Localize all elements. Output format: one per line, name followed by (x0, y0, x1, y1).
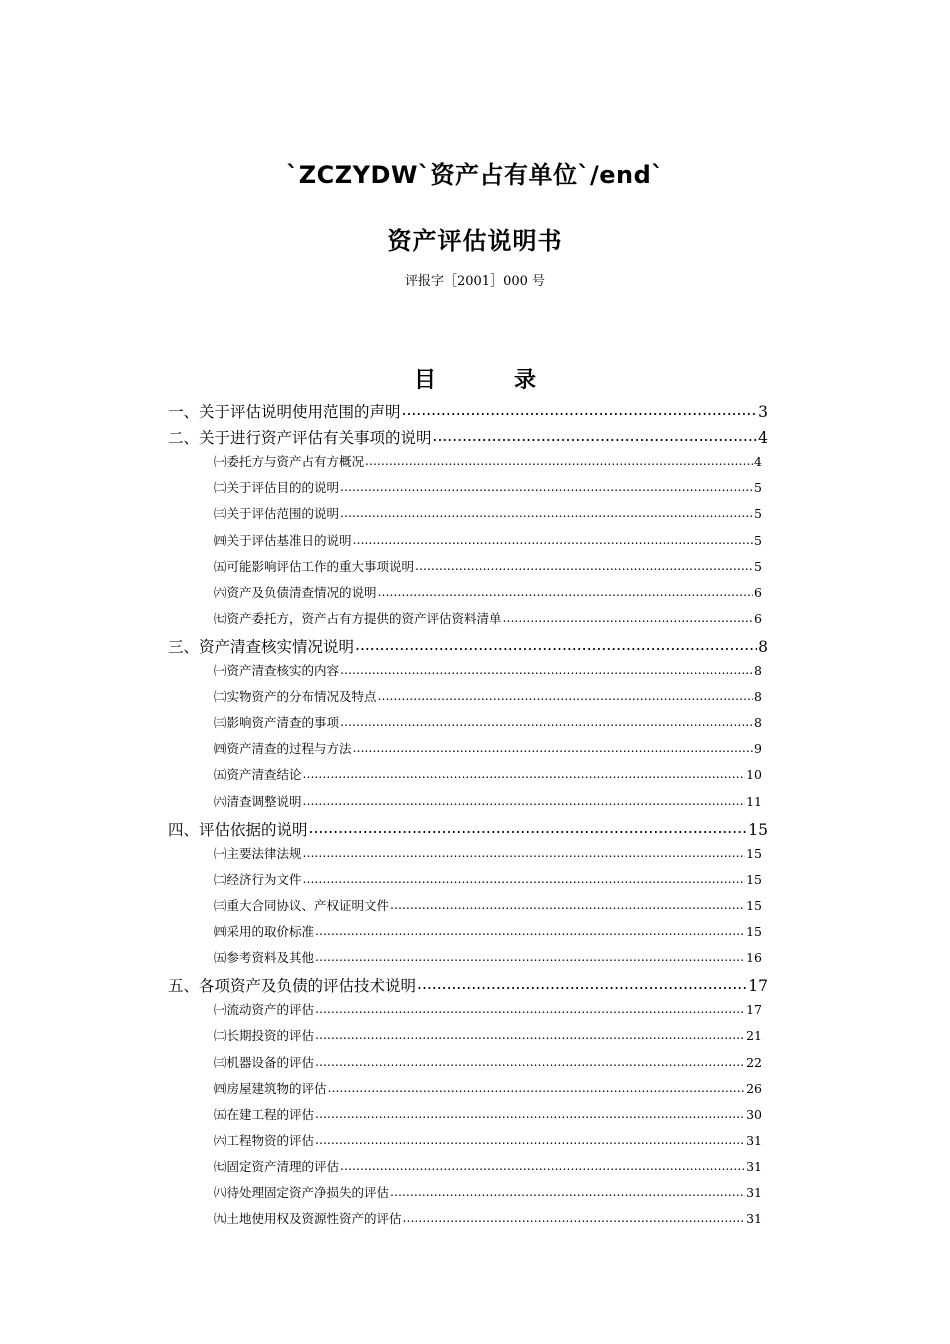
toc-page-number: 15 (748, 820, 768, 839)
toc-section-entry[interactable] (168, 818, 768, 844)
toc-page-number: 22 (746, 1054, 762, 1070)
toc-subsection-entry[interactable] (214, 1183, 762, 1209)
toc-entry-text: ㈥工程物资的评估 (214, 1132, 315, 1148)
toc-entry-text: ㈦资产委托方，资产占有方提供的资产评估资料清单 (214, 610, 502, 626)
toc-section-entry[interactable] (168, 635, 768, 661)
toc-entry-text: ㈣采用的取价标准 (214, 924, 315, 939)
toc-subsection-entry[interactable] (214, 1000, 762, 1026)
toc-dot-leader (378, 689, 754, 702)
toc-dot-leader (378, 584, 754, 597)
toc-entry-text: 三、资产清查核实情况说明 (168, 637, 355, 656)
toc-dot-leader (303, 871, 746, 884)
toc-page-number: 4 (754, 454, 762, 470)
toc-entry-text: ㈣关于评估基准日的说明 (214, 532, 352, 548)
toc-dot-leader (315, 1028, 745, 1041)
toc-page-number: 31 (746, 1158, 762, 1174)
toc-subsection-entry[interactable] (214, 948, 762, 974)
toc-dot-leader (315, 1132, 745, 1145)
toc-entry-text: ㈢重大合同协议、产权证明文件 (214, 897, 390, 913)
toc-page-number: 6 (754, 610, 762, 626)
toc-dot-leader (315, 924, 745, 937)
toc-dot-leader (340, 506, 753, 519)
toc-entry-text: ㈨土地使用权及资源性资产的评估 (214, 1211, 402, 1227)
toc-subsection-entry[interactable] (214, 1209, 762, 1235)
toc-entry-text: ㈣房屋建筑物的评估 (214, 1080, 327, 1096)
toc-subsection-entry[interactable] (214, 739, 762, 765)
toc-subsection-entry[interactable] (214, 1105, 762, 1131)
toc-subsection-entry[interactable] (214, 1157, 762, 1183)
toc-subsection-entry[interactable] (214, 922, 762, 948)
toc-page-number: 15 (746, 871, 762, 887)
toc-dot-leader (355, 636, 757, 652)
toc-dot-leader (417, 976, 747, 992)
toc-subsection-entry[interactable] (214, 583, 762, 609)
toc-subsection-entry[interactable] (214, 870, 762, 896)
toc-entry-text: ㈠资产清查核实的内容 (214, 663, 340, 678)
toc-section-entry[interactable] (168, 426, 768, 452)
toc-page-number: 10 (746, 767, 762, 783)
toc-entry-text: ㈠委托方与资产占有方概况 (214, 454, 365, 470)
document-title-line1: `ZCZYDW`资产占有单位`/end` (286, 161, 664, 189)
toc-entry-text: ㈠流动资产的评估 (214, 1002, 315, 1018)
toc-page-number: 21 (746, 1028, 762, 1044)
toc-page-number: 8 (754, 715, 762, 731)
toc-entry-text: ㈠主要法律法规 (214, 845, 302, 861)
toc-subsection-entry[interactable] (214, 504, 762, 530)
toc-page-number: 15 (746, 897, 762, 913)
toc-subsection-entry[interactable] (214, 792, 762, 818)
toc-dot-leader (353, 532, 754, 545)
toc-entry-text: ㈢影响资产清查的事项 (214, 715, 340, 731)
toc-subsection-entry[interactable] (214, 452, 762, 478)
toc-entry-text: ㈥资产及负债清查情况的说明 (214, 584, 377, 600)
toc-entry-text: ㈤资产清查结论 (214, 767, 302, 783)
toc-dot-leader (315, 1054, 745, 1067)
toc-page-number: 5 (754, 532, 762, 548)
toc-dot-leader (365, 454, 753, 467)
toc-dot-leader (403, 1211, 746, 1224)
reference-number: 评报字［2001］000 号 (404, 274, 546, 289)
toc-entry-text: 五、各项资产及负债的评估技术说明 (168, 977, 417, 996)
toc-entry-text: 一、关于评估说明使用范围的声明 (168, 403, 401, 421)
toc-entry-text: ㈡长期投资的评估 (214, 1028, 315, 1044)
toc-page-number: 8 (754, 689, 762, 705)
toc-entry-text: ㈡关于评估目的的说明 (214, 480, 340, 496)
toc-dot-leader (303, 845, 746, 858)
toc-entry-text: 四、评估依据的说明 (168, 820, 308, 839)
toc-entry-text: ㈡实物资产的分布情况及特点 (214, 689, 377, 705)
toc-entry-text: ㈧待处理固定资产净损失的评估 (214, 1185, 390, 1200)
toc-dot-leader (402, 402, 758, 418)
toc-subsection-entry[interactable] (214, 478, 762, 504)
toc-entry-text: ㈡经济行为文件 (214, 871, 302, 887)
toc-dot-leader (315, 1002, 745, 1015)
toc-entry-text: ㈥清查调整说明 (214, 793, 302, 809)
toc-page-number: 26 (746, 1080, 762, 1096)
toc-page-number: 4 (758, 429, 768, 448)
toc-dot-leader (390, 897, 745, 910)
toc-entry-text: ㈤参考资料及其他 (214, 950, 315, 966)
toc-section-entry[interactable] (168, 400, 768, 426)
toc-entry-text: 二、关于进行资产评估有关事项的说明 (168, 429, 432, 448)
toc-heading-right: 录 (514, 368, 537, 393)
toc-dot-leader (303, 793, 746, 806)
toc-page-number: 9 (754, 741, 762, 757)
toc-page-number: 15 (746, 845, 762, 861)
toc-subsection-entry[interactable] (214, 1053, 762, 1079)
toc-page-number: 8 (758, 637, 768, 656)
toc-subsection-entry[interactable] (214, 713, 762, 739)
toc-page-number: 31 (746, 1132, 762, 1148)
toc-section-entry[interactable] (168, 974, 768, 1000)
toc-page-number: 17 (746, 1002, 762, 1018)
toc-entry-text: ㈤可能影响评估工作的重大事项说明 (214, 558, 415, 574)
toc-heading (0, 363, 950, 394)
toc-subsection-entry[interactable] (214, 765, 762, 791)
toc-page-number: 5 (754, 480, 762, 496)
toc-subsection-entry[interactable] (214, 1026, 762, 1052)
toc-page-number: 31 (746, 1185, 762, 1200)
toc-dot-leader (328, 1080, 746, 1093)
toc-dot-leader (340, 663, 753, 676)
toc-subsection-entry[interactable] (214, 1131, 762, 1157)
toc-dot-leader (340, 480, 753, 493)
toc-page-number: 11 (746, 793, 762, 809)
toc-page-number: 15 (746, 924, 762, 939)
toc-dot-leader (353, 741, 754, 754)
toc-dot-leader (415, 558, 753, 571)
toc-heading-left: 目 (413, 368, 436, 393)
toc-subsection-entry[interactable] (214, 531, 762, 557)
toc-subsection-entry[interactable] (214, 896, 762, 922)
toc-page-number: 8 (754, 663, 762, 678)
toc-entry-text: ㈣资产清查的过程与方法 (214, 741, 352, 757)
toc-entry-text: ㈤在建工程的评估 (214, 1106, 315, 1122)
toc-page-number: 5 (754, 506, 762, 522)
toc-page-number: 3 (758, 403, 768, 421)
toc-page-number: 30 (746, 1106, 762, 1122)
toc-page-number: 16 (746, 950, 762, 966)
toc-dot-leader (503, 610, 754, 623)
toc-entry-text: ㈦固定资产清理的评估 (214, 1158, 340, 1174)
toc-subsection-entry[interactable] (214, 1079, 762, 1105)
toc-page-number: 17 (748, 977, 768, 996)
toc-dot-leader (309, 819, 748, 835)
toc-subsection-entry[interactable] (214, 661, 762, 687)
toc-entry-text: ㈢关于评估范围的说明 (214, 506, 340, 522)
toc-dot-leader (433, 428, 758, 444)
toc-page-number: 5 (754, 558, 762, 574)
toc-dot-leader (315, 950, 745, 963)
toc-dot-leader (390, 1185, 745, 1198)
document-title-line2: 资产评估说明书 (387, 227, 563, 255)
toc-page-number: 6 (754, 584, 762, 600)
toc-dot-leader (340, 1158, 745, 1171)
toc-subsection-entry[interactable] (214, 609, 762, 635)
toc-dot-leader (303, 767, 746, 780)
toc-entry-text: ㈢机器设备的评估 (214, 1054, 315, 1070)
toc-page-number: 31 (746, 1211, 762, 1227)
toc-subsection-entry[interactable] (214, 557, 762, 583)
toc-dot-leader (340, 715, 753, 728)
toc-subsection-entry[interactable] (214, 844, 762, 870)
toc-dot-leader (315, 1106, 745, 1119)
toc-subsection-entry[interactable] (214, 687, 762, 713)
